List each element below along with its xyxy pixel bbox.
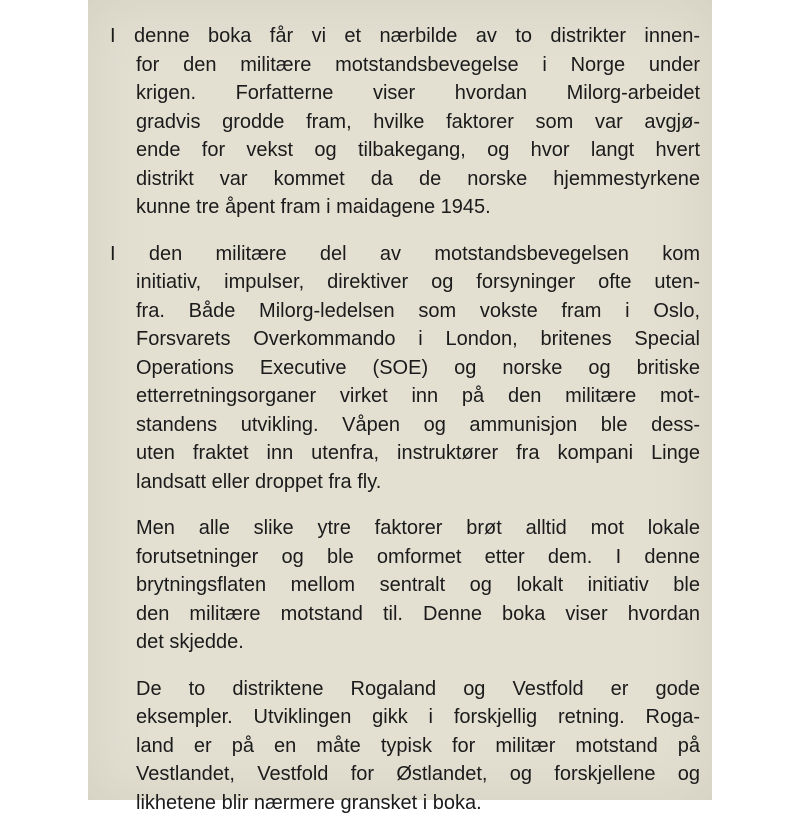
text-line: distrikt var kommet da de norske hjemmestyrkene <box>136 167 700 190</box>
paragraph-4 <box>110 675 700 818</box>
text-line: kunne tre åpent fram i maidagene 1945. <box>136 196 491 218</box>
paragraph-2 <box>110 240 700 497</box>
text-line: for den militære motstandsbevegelse i Norge under <box>136 53 700 76</box>
blurb-text <box>110 22 700 835</box>
text-line: uten fraktet inn utenfra, instruktører fra kompani Linge <box>136 442 700 464</box>
text-line: Men alle slike ytre faktorer brøt alltid mot lokale <box>136 517 700 539</box>
text-line: eksempler. Utviklingen gikk i forskjellig retning. Roga- <box>136 706 700 728</box>
text-line: I den militære del av motstandsbevegelsen kom <box>110 242 700 265</box>
text-line: forutsetninger og ble omformet etter dem. I denne <box>136 545 700 568</box>
text-line: De to distriktene Rogaland og Vestfold er gode <box>136 677 700 700</box>
text-line: landsatt eller droppet fra fly. <box>136 470 382 493</box>
text-line: det skjedde. <box>136 631 244 653</box>
text-line: den militære motstand til. Denne boka viser hvordan <box>136 602 700 625</box>
text-line: Operations Executive (SOE) og norske og britiske <box>136 356 700 379</box>
paragraph-3 <box>110 514 700 657</box>
text-line: Vestlandet, Vestfold for Østlandet, og forskjellene og <box>136 763 700 785</box>
text-line: krigen. Forfatterne viser hvordan Milorg-arbeidet <box>136 82 700 104</box>
text-line: brytningsflaten mellom sentralt og lokalt initiativ ble <box>136 574 700 596</box>
text-line: initiativ, impulser, direktiver og forsyninger ofte uten- <box>136 271 700 293</box>
text-line: standens utvikling. Våpen og ammunisjon ble dess- <box>136 413 700 436</box>
text-line: I denne boka får vi et nærbilde av to distrikter innen- <box>110 25 700 47</box>
text-line: likhetene blir nærmere gransket i boka. <box>136 791 482 814</box>
text-line: gradvis grodde fram, hvilke faktorer som var avgjø- <box>136 110 700 133</box>
text-line: etterretningsorganer virket inn på den militære mot- <box>136 385 700 407</box>
text-line: ende for vekst og tilbakegang, og hvor langt hvert <box>136 139 700 161</box>
paragraph-1 <box>110 22 700 222</box>
text-line: land er på en måte typisk for militær motstand på <box>136 734 700 757</box>
book-back-cover <box>88 0 712 814</box>
text-line: Forsvarets Overkommando i London, britenes Special <box>136 328 700 350</box>
text-line: fra. Både Milorg-ledelsen som vokste fram i Oslo, <box>136 299 700 322</box>
